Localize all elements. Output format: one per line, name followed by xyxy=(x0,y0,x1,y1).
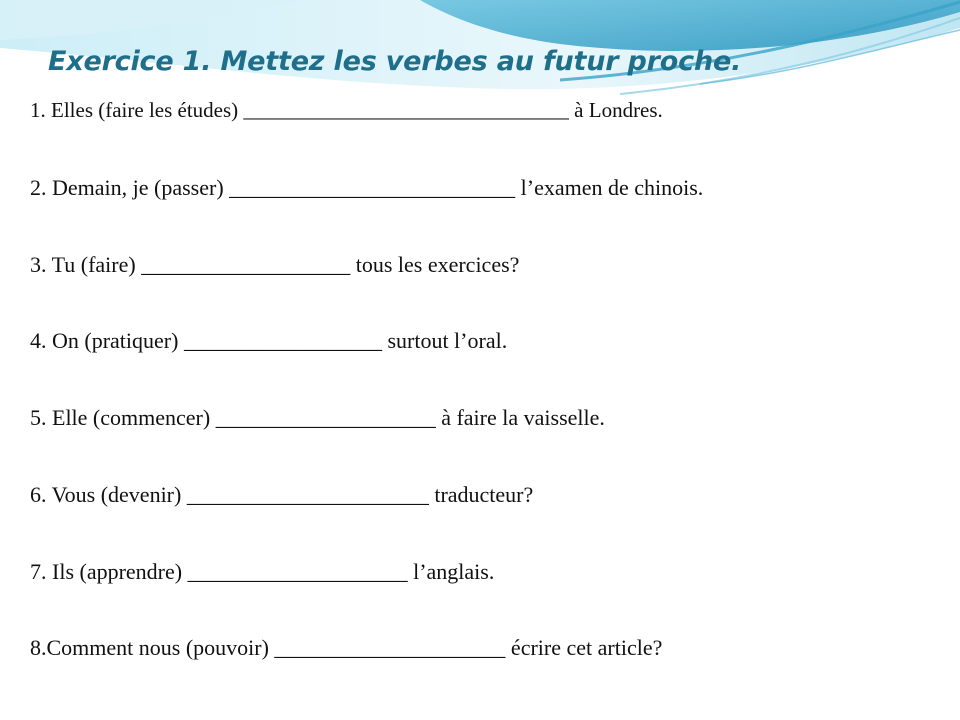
exercise-item-4: 4. On (pratiquer) __________________ surtout l’oral. xyxy=(30,328,508,353)
exercise-item-8: 8.Comment nous (pouvoir) _____________________ écrire cet article? xyxy=(30,635,663,660)
slide-title: Exercice 1. Mettez les verbes au futur proche. xyxy=(48,46,742,77)
exercise-item-7: 7. Ils (apprendre) ____________________ l’anglais. xyxy=(30,559,495,584)
exercise-item-3: 3. Tu (faire) ___________________ tous les exercices? xyxy=(30,252,520,277)
exercise-item-5: 5. Elle (commencer) ____________________ à faire la vaisselle. xyxy=(30,405,605,430)
exercise-item-6: 6. Vous (devenir) ______________________ traducteur? xyxy=(30,482,534,507)
exercise-item-1: 1. Elles (faire les études) _______________________________ à Londres. xyxy=(30,98,663,122)
exercise-item-2: 2. Demain, je (passer) __________________________ l’examen de chinois. xyxy=(30,175,704,200)
